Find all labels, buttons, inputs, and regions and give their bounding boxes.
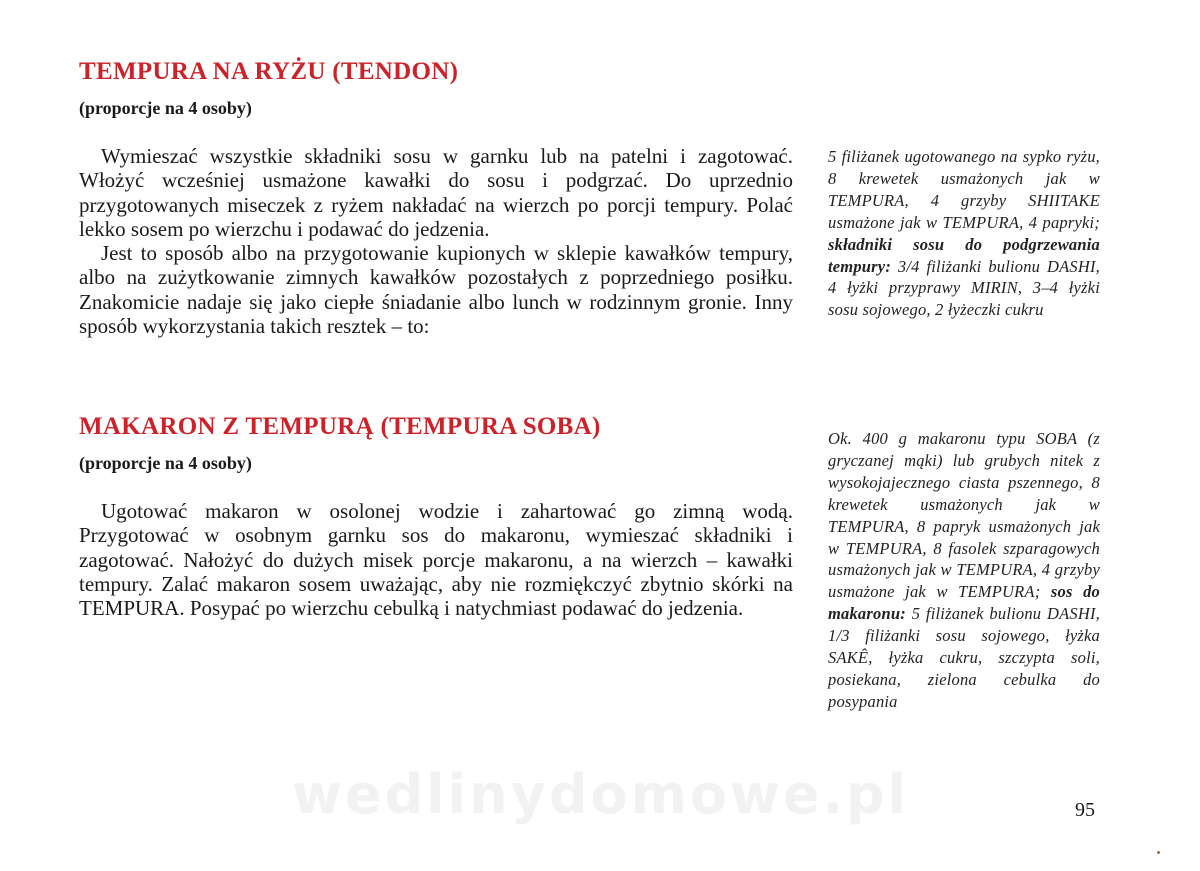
- paragraph: Jest to sposób albo na przygotowanie kupionych w sklepie kawałków tempury, albo na zużytkowanie zimnych kawałków pozostałych z poprzedniego posiłku. Znakomicie nadaje się jako ciepłe śniadanie albo lunch w rodzinnym gronie. Inny sposób wykorzystania takich resztek – to:: [79, 241, 793, 339]
- ingredients-list: 5 filiżanek ugotowanego na sypko ryżu, 8 krewetek usmażonych jak w TEMPURA, 4 grzyby SHIITAKE usmażone jak w TEMPURA, 4 papryki;: [828, 147, 1100, 232]
- page-number: 95: [1075, 799, 1095, 821]
- instructions-tendon: [79, 144, 793, 338]
- paper-speck: [1157, 851, 1160, 854]
- sauce-ingredients: 5 filiżanek bulionu DASHI, 1/3 filiżanki sosu sojowego, łyżka SAKÊ, łyżka cukru, szczypta soli, posiekana, zielona cebulka do posypania: [828, 604, 1101, 711]
- portions-tendon: (proporcje na 4 osoby): [79, 98, 252, 118]
- recipe-title-tendon: TEMPURA NA RYŻU (TENDON): [79, 58, 459, 85]
- ingredients-list: Ok. 400 g makaronu typu SOBA (z gryczanej mąki) lub grubych nitek z wysokojajecznego ciasta pszennego, 8 krewetek usmażonych jak w TEMPURA, 8 papryk usmażonych jak w TEMPURA, 8 fasolek szparagowych usmażonych jak w TEMPURA, 4 grzyby usmażone jak w TEMPURA;: [828, 429, 1100, 602]
- ingredients-tempura-soba: [828, 428, 1100, 713]
- watermark: wedlinydomowe.pl: [292, 763, 910, 826]
- portions-tempura-soba: (proporcje na 4 osoby): [79, 453, 252, 473]
- paragraph: Wymieszać wszystkie składniki sosu w garnku lub na patelni i zagotować. Włożyć wcześniej usmażone kawałki do sosu i podgrzać. Do uprzednio przygotowanych miseczek z ryżem nakładać na wierzch po porcji tempury. Polać lekko sosem po wierzchu i podawać do jedzenia.: [79, 144, 793, 241]
- sauce-heading: składniki sosu do podgrzewania tempury:: [828, 234, 1100, 276]
- recipe-title-tempura-soba: MAKARON Z TEMPURĄ (TEMPURA SOBA): [79, 413, 601, 440]
- sauce-ingredients: 3/4 filiżanki bulionu DASHI, 4 łyżki przyprawy MIRIN, 3–4 łyżki sosu sojowego, 2 łyżeczki cukru: [828, 256, 1100, 320]
- instructions-tempura-soba: [79, 499, 793, 620]
- sauce-heading: sos do makaronu:: [828, 582, 1100, 624]
- ingredients-tendon: [828, 146, 1100, 321]
- paragraph: Ugotować makaron w osolonej wodzie i zahartować go zimną wodą. Przygotować w osobnym garnku sos do makaronu, wymieszać składniki i zagotować. Nałożyć do dużych misek porcje makaronu, a na wierzch – kawałki tempury. Zalać makaron sosem uważając, aby nie rozmiękczyć zbytnio skórki na TEMPURA. Posypać po wierzchu cebulką i natychmiast podawać do jedzenia.: [79, 499, 793, 621]
